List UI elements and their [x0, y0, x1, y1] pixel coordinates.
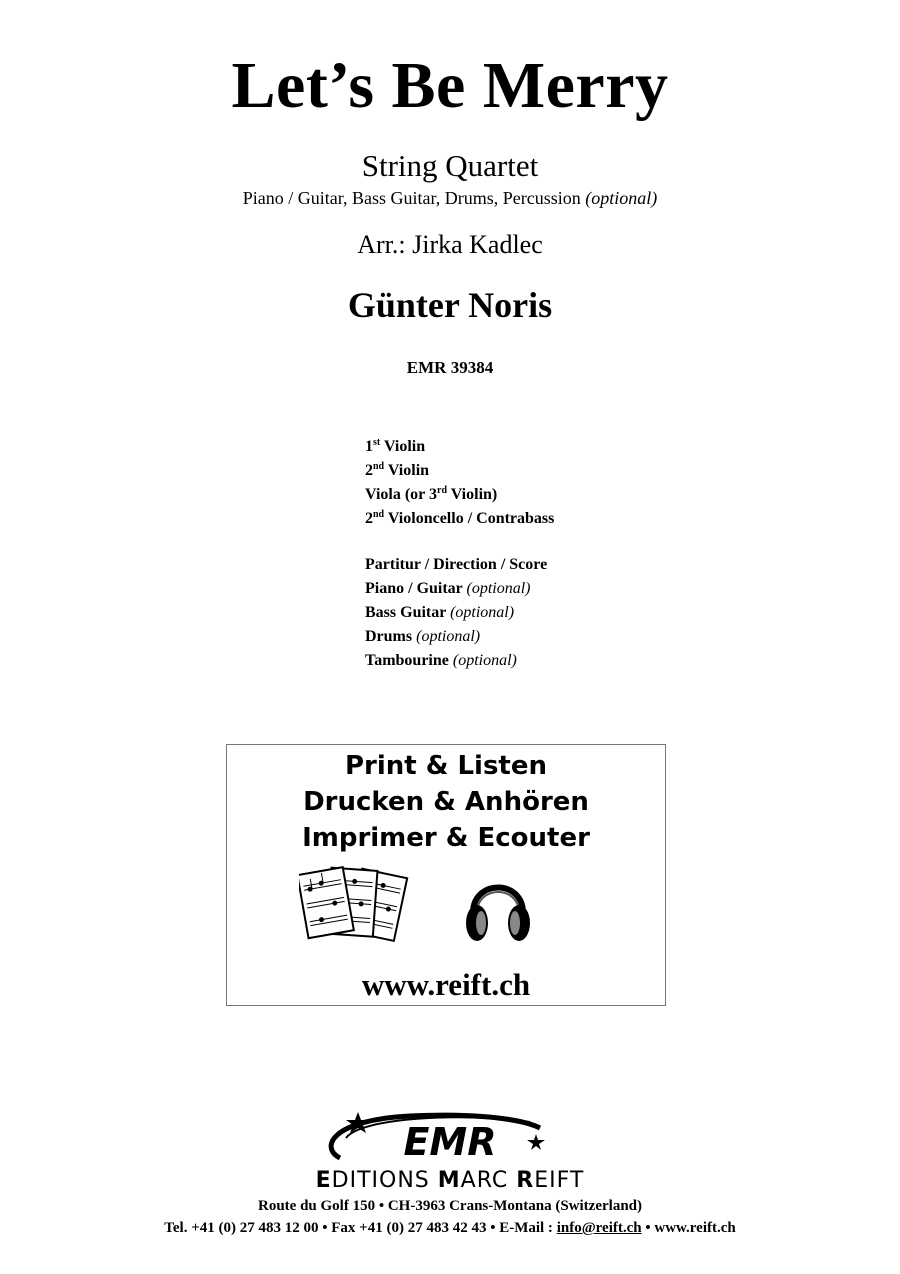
publisher-address: Route du Golf 150 • CH-3963 Crans-Montana (Switzerland) [258, 1198, 642, 1214]
sheet-music-icon [299, 865, 419, 945]
part-item: Drums (optional) [365, 628, 481, 645]
catalog-number: EMR 39384 [406, 358, 494, 377]
print-listen-box [226, 744, 666, 1006]
promo-line-english: Print & Listen [344, 751, 548, 781]
email-link[interactable]: info@reift.ch [556, 1220, 642, 1236]
promo-line-french: Imprimer & Ecouter [302, 823, 590, 853]
part-item: Partitur / Direction / Score [365, 556, 548, 573]
parts-other [365, 553, 547, 673]
part-item: 1st Violin [365, 437, 426, 455]
parts-strings [365, 435, 554, 531]
part-item: Bass Guitar (optional) [365, 604, 515, 621]
part-item: 2nd Violin [365, 461, 430, 479]
title: Let’s Be Merry [231, 49, 669, 122]
part-item: Viola (or 3rd Violin) [365, 485, 498, 503]
part-item: 2nd Violoncello / Contrabass [365, 509, 555, 527]
instrumentation-main: Piano / Guitar, Bass Guitar, Drums, Percussion [242, 188, 581, 208]
instrumentation-optional: (optional) [585, 188, 658, 208]
composer: Günter Noris [347, 285, 553, 325]
headphones-icon [463, 869, 533, 947]
promo-url[interactable]: www.reift.ch [361, 967, 531, 1002]
publisher-contact: Tel. +41 (0) 27 483 12 00 • Fax +41 (0) 27 483 42 43 • E-Mail : info@reift.ch • www.reift.ch [164, 1220, 736, 1236]
emr-logo-text: EMR [403, 1120, 497, 1164]
promo-line-german: Drucken & Anhören [303, 787, 589, 817]
instrumentation [0, 188, 900, 209]
subtitle: String Quartet [361, 148, 539, 183]
emr-logo [300, 1108, 600, 1170]
part-item: Piano / Guitar (optional) [365, 580, 531, 597]
publisher-name: EDITIONS MARC REIFT [315, 1168, 585, 1193]
part-item: Tambourine (optional) [365, 652, 517, 669]
arranger: Arr.: Jirka Kadlec [357, 230, 543, 259]
